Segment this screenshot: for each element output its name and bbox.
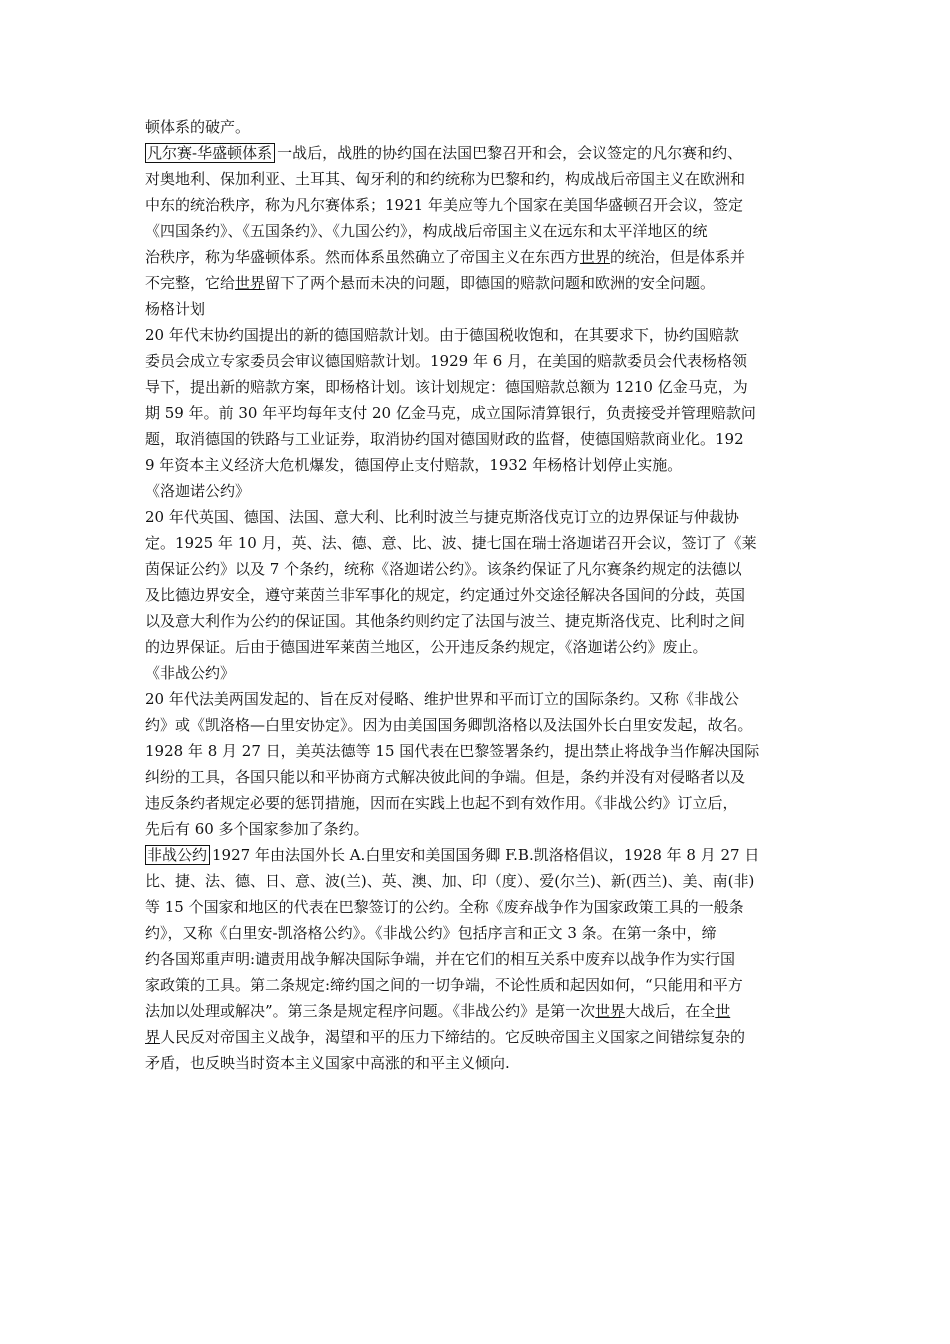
- text-line: 约各国郑重声明:谴责用战争解决国际争端，并在它们的相互关系中废弃以战争作为实行国: [145, 950, 736, 968]
- text-line: 约》或《凯洛格—白里安协定》。因为由美国国务卿凯洛格以及法国外长白里安发起，故名。: [145, 716, 753, 734]
- text-line: 不完整，它给世界留下了两个悬而未决的问题，即德国的赔款问题和欧洲的安全问题。: [145, 274, 716, 292]
- text-line: 约》，又称《白里安-凯洛格公约》。《非战公约》包括序言和正文 3 条。在第一条中，缔: [145, 924, 717, 942]
- term-box: 凡尔赛-华盛顿体系: [145, 143, 275, 163]
- text-line: 题，取消德国的铁路与工业证券，取消协约国对德国财政的监督，使德国赔款商业化。192: [145, 430, 744, 448]
- text-line: 委员会成立专家委员会审议德国赔款计划。1929 年 6 月，在美国的赔款委员会代表杨格领: [145, 352, 748, 370]
- text-line: 界人民反对帝国主义战争，渴望和平的压力下缔结的。它反映帝国主义国家之间错综复杂的: [145, 1028, 746, 1046]
- term-box: 非战公约: [145, 845, 210, 865]
- term-entry-versailles-washington: [145, 140, 813, 296]
- section-heading: 《洛迦诺公约》: [145, 482, 251, 500]
- text-line: 20 年代英国、德国、法国、意大利、比利时波兰与捷克斯洛伐克订立的边界保证与仲裁协: [145, 508, 739, 526]
- text-line: 矛盾，也反映当时资本主义国家中高涨的和平主义倾向.: [145, 1054, 510, 1072]
- text-line: 茵保证公约》以及 7 个条约，统称《洛迦诺公约》。该条约保证了凡尔赛条约规定的法德以: [145, 560, 742, 578]
- text-line: 1927 年由法国外长 A.白里安和美国国务卿 F.B.凯洛格倡议，1928 年 8 月 27 日: [212, 846, 760, 864]
- text-line: 以及意大利作为公约的保证国。其他条约则约定了法国与波兰、捷克斯洛伐克、比利时之间: [145, 612, 746, 630]
- text-line: 1928 年 8 月 27 日，美英法德等 15 国代表在巴黎签署条约，提出禁止将战争当作解决国际: [145, 742, 760, 760]
- term-lead-line: [145, 842, 813, 868]
- text-line: 中东的统治秩序，称为凡尔赛体系；1921 年美应等九个国家在美国华盛顿召开会议，签定: [145, 196, 743, 214]
- text-line: 等 15 个国家和地区的代表在巴黎签订的公约。全称《废弃战争作为国家政策工具的一般条: [145, 898, 744, 916]
- section-heading: 《非战公约》: [145, 664, 236, 682]
- text-line: 及比德边界安全，遵守莱茵兰非军事化的规定，约定通过外交途径解决各国间的分歧，英国: [145, 586, 746, 604]
- text-line: 一战后，战胜的协约国在法国巴黎召开和会，会议签定的凡尔赛和约、: [277, 144, 743, 162]
- text-line: 对奥地利、保加利亚、土耳其、匈牙利的和约统称为巴黎和约，构成战后帝国主义在欧洲和: [145, 170, 746, 188]
- text-line: 9 年资本主义经济大危机爆发，德国停止支付赔款，1932 年杨格计划停止实施。: [145, 456, 683, 474]
- text-line: 20 年代末协约国提出的新的德国赔款计划。由于德国税收饱和，在其要求下，协约国赔款: [145, 326, 739, 344]
- text-line: 违反条约者规定必要的惩罚措施，因而在实践上也起不到有效作用。《非战公约》订立后，: [145, 794, 738, 812]
- section-heading: 杨格计划: [145, 300, 206, 318]
- term-lead-line: [145, 140, 813, 166]
- text-line: 治秩序，称为华盛顿体系。然而体系虽然确立了帝国主义在东西方世界的统治，但是体系并: [145, 248, 746, 266]
- document-body: [145, 114, 813, 1076]
- text-line: 纠纷的工具，各国只能以和平协商方式解决彼此间的争端。但是，条约并没有对侵略者以及: [145, 768, 746, 786]
- text-line: 的边界保证。后由于德国进军莱茵兰地区，公开违反条约规定，《洛迦诺公约》废止。: [145, 638, 708, 656]
- text-line: 20 年代法美两国发起的、旨在反对侵略、维护世界和平而订立的国际条约。又称《非战公: [145, 690, 739, 708]
- term-entry-kellogg-briand: [145, 842, 813, 1076]
- text-line: 定。1925 年 10 月，英、法、德、意、比、波、捷七国在瑞士洛迦诺召开会议，签订了《莱: [145, 534, 757, 552]
- text-line: 《四国条约》、《五国条约》、《九国公约》，构成战后帝国主义在远东和太平洋地区的统: [145, 222, 708, 240]
- text-line: 家政策的工具。第二条规定:缔约国之间的一切争端，不论性质和起因如何，“只能用和平方: [145, 976, 743, 994]
- text-line: 导下，提出新的赔款方案，即杨格计划。该计划规定：德国赔款总额为 1210 亿金马克，为: [145, 378, 748, 396]
- text-line: 期 59 年。前 30 年平均每年支付 20 亿金马克，成立国际清算银行，负责接受并管理赔款问: [145, 404, 756, 422]
- text-line: 顿体系的破产。: [145, 118, 251, 136]
- text-line: 比、捷、法、德、日、意、波(兰)、英、澳、加、印（度）、爱(尔兰)、新(西兰)、美、南(非): [145, 872, 755, 890]
- text-line: 法加以处理或解决”。第三条是规定程序问题。《非战公约》是第一次世界大战后，在全世: [145, 1002, 731, 1020]
- text-line: 先后有 60 多个国家参加了条约。: [145, 820, 369, 838]
